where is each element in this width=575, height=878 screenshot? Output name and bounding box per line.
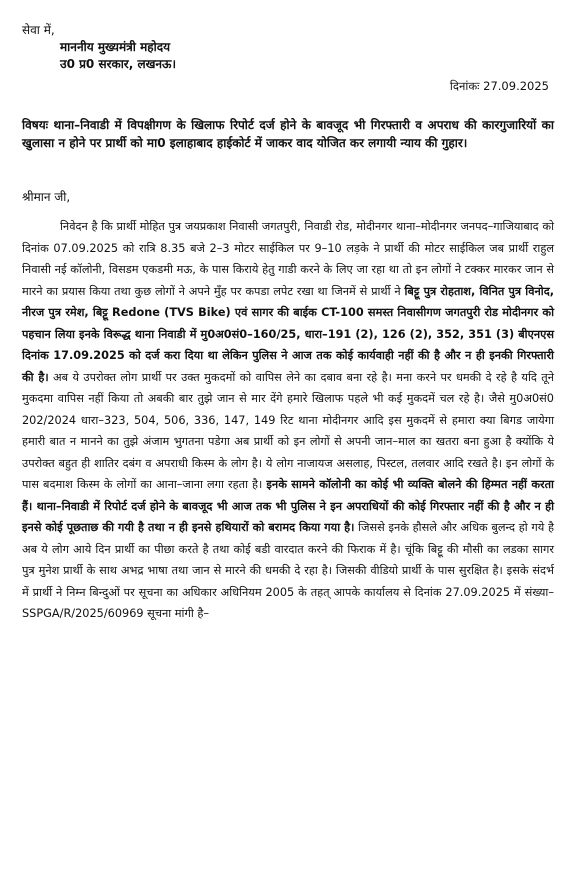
salutation-to: सेवा में, [22,23,55,37]
letter-body [22,216,554,625]
body-bold-2: इनके सामने कॉलोनी का कोई भी व्यक्ति बोलने की हिम्मत नहीं करता हैं। थाना–निवाडी में रिपोर्ट दर्ज होने के बावजूद भी आज तक भी पुलिस ने इन अपराधियों की कोई गिरफ्तार नहीं की है और न ही इनसे कोई पूछताछ की गयी है तथा न ही इनसे हथियारों को बरामद किया गया है। [22,478,554,534]
address-block [22,22,176,73]
body-text-2: अब ये उपरोक्त लोग प्रार्थी पर उक्त मुकदमों को वापिस लेने का दबाव बना रहे है। मना करने पर धमकी दे रहे है यदि तूने मुकदमा वापिस नहीं किया तो अबकी बार तुझे जान से मार देंगे हमारे खिलाफ पहले भी कई मुकदमें चल रहे है। जैसे मु0अ0सं0 202/2024 धारा–323, 504, 506, 336, 147, 149 रिट थाना मोदीनगर आदि इस मुकदमें से हमारा क्या बिगड जायेगा हमारी बात न मानने का तुझे अंजाम भुगतना पडेगा अब प्रार्थी को इन लोगों से अपनी जान–माल का खतरा बना हुआ है क्योंकि ये उपरोक्त बहुत ही शातिर दबंग व अपराधी किस्म के लोग है। ये लोग नाजायज असलाह, पिस्टल, तलवार आदि रखते है। इन लोगों के पास बदमाश किस्म के लोगों का आना–जाना लगा रहता है। [22,370,554,491]
body-text-3: जिससे इनके हौसले और अधिक बुलन्द हो गये है अब ये लोग आये दिन प्रार्थी का पीछा करते है तथा कोई बडी वारदात करने की फिराक में है। चूंकि बिट्टू की मौसी का लडका सागर पुत्र मुनेश प्रार्थी के साथ अभद्र भाषा तथा जान से मारने की धमकी दे रहा है। जिसकी वीडियो प्रार्थी के पास सुरक्षित है। इसके संदर्भ में प्रार्थी ने निम्न बिन्दुओं पर सूचना का अधिकार अधिनियम 2005 के तहत् आपके कार्यालय से दिनांक 27.09.2025 में संख्या–SSPGA/R/2025/60969 सूचना मांगी है– [22,521,554,620]
recipient-office: उ0 प्र0 सरकार, लखनऊ। [60,57,177,71]
recipient-title: माननीय मुख्यमंत्री महोदय [60,40,171,54]
body-bold-1: बिट्टू पुत्र रोहताश, विनित पुत्र विनोद, नीरज पुत्र रमेश, बिट्टू Redone (TVS Bike) एवं सागर की बाईक CT-100 समस्त निवासीगण जगतपुरी रोड मोदीनगर को पहचान लिया इनके विरूद्ध थाना निवाडी में मु0अ0सं0–160/25, धारा–191 (2), 126 (2), 352, 351 (3) बीएनएस दिनांक 17.09.2025 को दर्ज करा दिया था लेकिन पुलिस ने आज तक कोई कार्यवाही नहीं की है और न ही इनकी गिरफ्तारी की है। [22,284,554,384]
greeting: श्रीमान जी, [22,190,71,204]
subject-line: विषयः थाना–निवाडी में विपक्षीगण के खिलाफ रिपोर्ट दर्ज होने के बावजूद भी गिरफ्तारी व अपराध की कारगुजारियों का खुलासा न होने पर प्रार्थी को मा0 इलाहाबाद हाईकोर्ट में जाकर वाद योजित कर लगायी न्याय की गुहार। [22,118,554,150]
body-text-1: निवेदन है कि प्रार्थी मोहित पुत्र जयप्रकाश निवासी जगतपुरी, निवाडी रोड, मोदीनगर थाना–मोदीनगर जनपद–गाजियाबाद को दिनांक 07.09.2025 को रात्रि 8.35 बजे 2–3 मोटर साईकिल पर 9–10 लड़के ने प्रार्थी की मोटर साईकिल जब प्रार्थी राहुल निवासी नई कॉलोनी, विसडम एकडमी मऊ, के पास किराये हेतु गाडी करने के लिए जा रहा था तो इन लोगों ने टक्कर मारकर जान से मारने का प्रयास किया तथा कुछ लोगों ने अपने मुँह पर कपडा लपेट रखा था जिनमें से प्रार्थी ने [22,220,554,298]
letter-date: दिनांकः 27.09.2025 [449,79,549,93]
